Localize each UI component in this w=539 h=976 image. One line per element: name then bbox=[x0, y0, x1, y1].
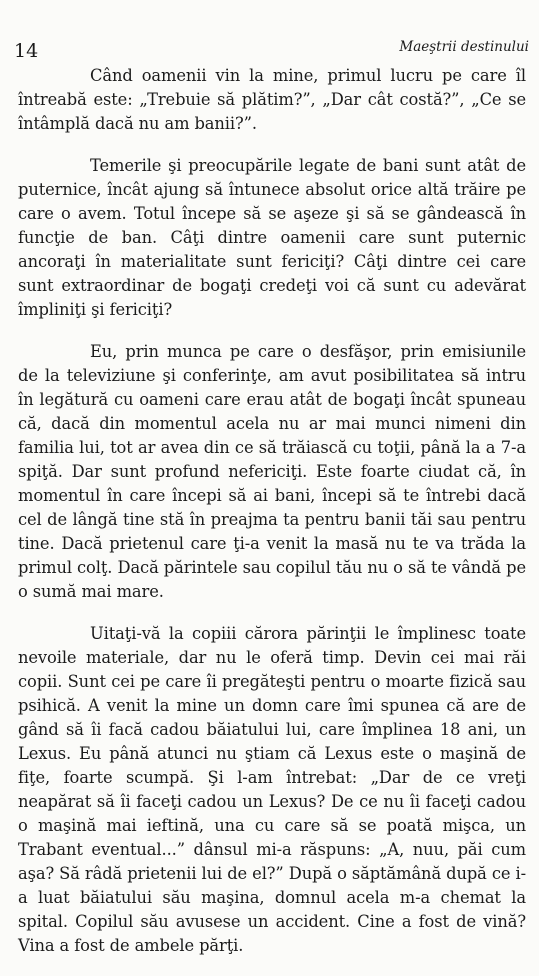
body-text bbox=[18, 64, 526, 976]
paragraph-1: Când oamenii vin la mine, primul lucru pe care îl întreabă este: „Trebuie să plătim?”, „Dar cât costă?”, „Ce se întâmplă dacă nu am banii?”. bbox=[18, 66, 526, 133]
paragraph-2: Temerile şi preocupările legate de bani sunt atât de puternice, încât ajung să întunece absolut orice altă trăire pe care o avem. Totul începe să se aşeze şi să se gândească în funcţie de ban. Câţi dintre oamenii care sunt puternic ancoraţi în materialitate sunt fericiţi? Câţi dintre cei care sunt extraordinar de bogaţi credeţi voi că sunt cu adevărat împliniţi şi fericiţi? bbox=[18, 156, 526, 319]
page-number: 14 bbox=[14, 40, 39, 62]
running-title: Maeştrii destinului bbox=[399, 39, 529, 55]
paragraph-4: Uitaţi-vă la copiii cărora părinţii le împlinesc toate nevoile materiale, dar nu le oferă timp. Devin cei mai răi copii. Sunt cei pe care îi pregăteşti pentru o moarte fizică sau psihică. A venit la mine un domn care îmi spunea că are de gând să îi facă cadou băiatului lui, care împlinea 18 ani, un Lexus. Eu până atunci nu ştiam că Lexus este o maşină de fiţe, foarte scumpă. Şi l-am întrebat: „Dar de ce vreţi neapărat să îi faceţi cadou un Lexus? De ce nu îi faceţi cadou o maşină mai ieftină, una cu care să se poată mişca, un Trabant eventual...” dânsul mi-a răspuns: „A, nuu, păi cum aşa? Să râdă prietenii lui de el?” După o săptămână după ce i-a luat băiatului său maşina, domnul acela m-a chemat la spital. Copilul său avusese un accident. Cine a fost de vină? Vina a fost de ambele părţi. bbox=[18, 624, 526, 955]
paragraph-3: Eu, prin munca pe care o desfăşor, prin emisiunile de la televiziune şi conferinţe, am avut posibilitatea să intru în legătură cu oameni care erau atât de bogaţi încât spuneau că, dacă din momentul acela nu ar mai munci nimeni din familia lui, tot ar avea din ce să trăiască cu toţii, până la a 7-a spiţă. Dar sunt profund nefericiţi. Este foarte ciudat că, în momentul în care începi să ai bani, începi să te întrebi dacă cel de lângă tine stă în preajma ta pentru banii tăi sau pentru tine. Dacă prietenul care ţi-a venit la masă nu te va trăda la primul colţ. Dacă părintele sau copilul tău nu o să te vândă pe o sumă mai mare. bbox=[18, 342, 526, 601]
